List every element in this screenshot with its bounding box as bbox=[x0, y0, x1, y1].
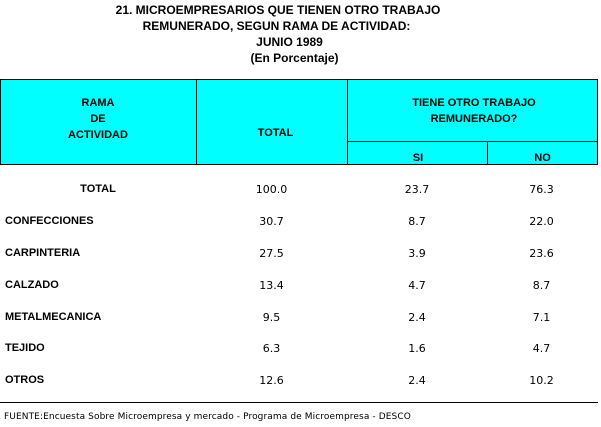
header-rama-cell bbox=[1, 80, 197, 164]
table-row bbox=[0, 279, 598, 293]
header-si-label: SI bbox=[412, 152, 424, 164]
row-si-value: 1.6 bbox=[408, 342, 426, 355]
header-rama-line-3: ACTIVIDAD bbox=[68, 129, 128, 141]
row-total-value: 27.5 bbox=[259, 247, 284, 260]
table-row bbox=[0, 247, 598, 261]
row-si-value: 8.7 bbox=[408, 215, 426, 228]
header-tiene-line-1: TIENE OTRO TRABAJO bbox=[412, 97, 536, 109]
row-total-value: 100.0 bbox=[255, 183, 288, 196]
row-total-value: 6.3 bbox=[262, 342, 281, 355]
row-si-value: 4.7 bbox=[408, 279, 426, 292]
table-row bbox=[0, 374, 598, 388]
header-rama-line-2: DE bbox=[90, 113, 106, 125]
title-line-4: (En Porcentaje) bbox=[250, 51, 339, 65]
row-no-value: 7.1 bbox=[532, 311, 551, 324]
row-total-value: 12.6 bbox=[259, 374, 284, 387]
row-no-value: 22.0 bbox=[529, 215, 554, 228]
row-si-value: 2.4 bbox=[408, 311, 426, 324]
row-label: TOTAL bbox=[80, 183, 116, 195]
row-total-value: 30.7 bbox=[259, 215, 284, 228]
table-row-total bbox=[0, 183, 598, 197]
row-label: OTROS bbox=[5, 374, 45, 386]
header-rama-line-1: RAMA bbox=[81, 97, 115, 109]
row-si-value: 23.7 bbox=[404, 183, 430, 196]
title-line-1: 21. MICROEMPRESARIOS QUE TIENEN OTRO TRABAJO bbox=[115, 3, 441, 17]
row-total-value: 9.5 bbox=[262, 311, 281, 324]
row-no-value: 23.6 bbox=[529, 247, 554, 260]
row-label: TEJIDO bbox=[5, 342, 45, 354]
header-total-cell bbox=[197, 80, 348, 164]
table-title bbox=[0, 2, 601, 66]
title-line-2: REMUNERADO, SEGUN RAMA DE ACTIVIDAD: bbox=[142, 19, 411, 33]
header-no-cell bbox=[488, 142, 597, 164]
header-si-cell bbox=[348, 142, 488, 164]
table-row bbox=[0, 342, 598, 356]
header-tiene-line-2: REMUNERADO? bbox=[430, 113, 518, 125]
table-row bbox=[0, 215, 598, 229]
table-row bbox=[0, 311, 598, 325]
header-total-label: TOTAL bbox=[257, 127, 294, 139]
row-label: CARPINTERIA bbox=[5, 247, 81, 259]
footer-divider bbox=[0, 402, 598, 403]
header-no-label: NO bbox=[534, 152, 551, 164]
header-tiene-cell bbox=[348, 80, 597, 142]
table-header bbox=[0, 79, 598, 165]
row-label: METALMECANICA bbox=[5, 311, 102, 323]
row-no-value: 4.7 bbox=[532, 342, 551, 355]
row-no-value: 8.7 bbox=[532, 279, 551, 292]
row-total-value: 13.4 bbox=[259, 279, 284, 292]
row-no-value: 10.2 bbox=[529, 374, 554, 387]
row-si-value: 2.4 bbox=[408, 374, 426, 387]
source-note: FUENTE:Encuesta Sobre Microempresa y mercado - Programa de Microempresa - DESCO bbox=[4, 412, 411, 422]
row-no-value: 76.3 bbox=[529, 183, 554, 196]
row-label: CALZADO bbox=[5, 279, 59, 291]
title-line-3: JUNIO 1989 bbox=[256, 35, 323, 49]
row-si-value: 3.9 bbox=[408, 247, 426, 260]
row-label: CONFECCIONES bbox=[5, 215, 94, 227]
